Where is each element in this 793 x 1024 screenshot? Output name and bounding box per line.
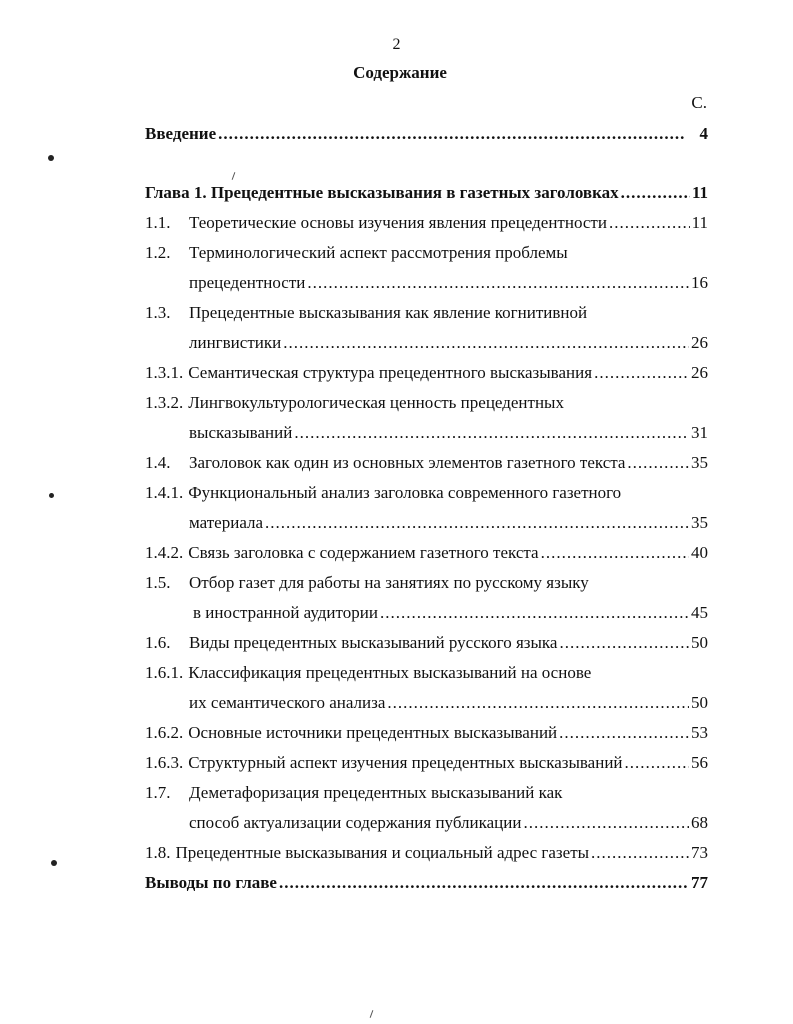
leader-dots	[380, 603, 689, 623]
toc-entry-number: 1.7.	[145, 783, 171, 802]
toc-entry-page: 68	[691, 813, 708, 832]
toc-entry-page: 31	[691, 423, 708, 442]
leader-dots	[523, 813, 689, 833]
toc-entry-number: 1.6.2.	[145, 723, 184, 742]
leader-dots	[387, 693, 689, 713]
toc-entry-1-3-1	[145, 363, 708, 383]
toc-entry-page: 26	[691, 363, 708, 382]
toc-entry-1-3-cont	[189, 333, 708, 353]
toc-entry-1-4-1-cont	[189, 513, 708, 533]
leader-dots	[609, 213, 690, 233]
toc-entry-text: высказываний	[189, 423, 293, 442]
toc-entry-1-3-2	[145, 393, 708, 413]
toc-entry-text: в иностранной аудитории	[193, 603, 378, 622]
toc-entry-page: 56	[691, 753, 708, 772]
toc-entry-text: Классификация прецедентных высказываний на основе	[188, 663, 592, 682]
toc-entry-text: Лингвокультурологическая ценность прецедентных	[188, 393, 564, 412]
leader-dots	[541, 543, 689, 563]
toc-entry-number: 1.1.	[145, 213, 171, 232]
toc-entry-1-7-cont	[189, 813, 708, 833]
toc-entry-number: 1.4.1.	[145, 483, 184, 502]
toc-entry-number: 1.2.	[145, 243, 171, 262]
toc-entry-text: Выводы по главе	[145, 873, 277, 892]
leader-dots	[625, 753, 689, 773]
toc-entry-1-7	[145, 783, 708, 803]
scan-mark	[51, 860, 57, 866]
leader-dots	[283, 333, 689, 353]
leader-dots	[621, 183, 690, 203]
toc-entry-1-6-1-cont	[189, 693, 708, 713]
toc-entry-1-6	[145, 633, 708, 653]
toc-entry-1-5-cont	[193, 603, 708, 623]
leader-dots	[294, 423, 689, 443]
scan-mark	[49, 493, 54, 498]
toc-entry-number: 1.3.	[145, 303, 171, 322]
leader-dots	[591, 843, 689, 863]
toc-entry-page: 11	[691, 213, 708, 232]
toc-entry-text: Введение	[145, 124, 217, 143]
toc-entry-page: 11	[691, 183, 708, 202]
toc-entry-text: Терминологический аспект рассмотрения проблемы	[189, 243, 568, 262]
toc-entry-page: 40	[691, 543, 708, 562]
toc-entry-number: 1.3.2.	[145, 393, 184, 412]
toc-entry-text: материала	[189, 513, 264, 532]
toc-entry-page: 53	[691, 723, 708, 742]
toc-entry-text: Основные источники прецедентных высказываний	[188, 723, 558, 742]
toc-entry-1-2-cont	[189, 273, 708, 293]
toc-title: Содержание	[353, 63, 447, 82]
toc-entry-text: Деметафоризация прецедентных высказываний как	[189, 783, 563, 802]
scan-mark	[48, 155, 54, 161]
leader-dots	[627, 453, 689, 473]
toc-entry-number: 1.3.1.	[145, 363, 184, 382]
toc-entry-text: Глава 1. Прецедентные высказывания в газетных заголовках	[145, 183, 619, 202]
toc-entry-page: 35	[691, 513, 708, 532]
toc-entry-page: 50	[691, 693, 708, 712]
toc-entry-number: 1.4.2.	[145, 543, 184, 562]
toc-entry-page: 35	[691, 453, 708, 472]
page-column-label: С.	[691, 93, 707, 112]
scan-tick	[370, 1010, 374, 1018]
toc-entry-1-6-2	[145, 723, 708, 743]
toc-entry-page: 73	[691, 843, 708, 862]
leader-dots	[559, 633, 689, 653]
toc-entry-text: Структурный аспект изучения прецедентных высказываний	[188, 753, 623, 772]
toc-entry-1-3	[145, 303, 708, 323]
toc-entry-text: Теоретические основы изучения явления прецедентности	[189, 213, 607, 232]
toc-entry-1-2	[145, 243, 708, 263]
toc-entry-introduction	[145, 124, 708, 144]
toc-entry-text: Семантическая структура прецедентного высказывания	[188, 363, 593, 382]
toc-entry-1-6-3	[145, 753, 708, 773]
toc-entry-text: прецедентности	[189, 273, 306, 292]
toc-entry-number: 1.8.	[145, 843, 171, 862]
toc-entry-page: 50	[691, 633, 708, 652]
toc-entry-chapter-1	[145, 183, 708, 203]
toc-entry-1-6-1	[145, 663, 708, 683]
toc-entry-number: 1.6.	[145, 633, 171, 652]
toc-entry-text: их семантического анализа	[189, 693, 386, 712]
toc-entry-1-5	[145, 573, 708, 593]
toc-entry-1-4-1	[145, 483, 708, 503]
toc-entry-number: 1.5.	[145, 573, 171, 592]
toc-entry-text: Отбор газет для работы на занятиях по русскому языку	[189, 573, 589, 592]
toc-entry-text: Заголовок как один из основных элементов газетного текста	[189, 453, 626, 472]
toc-entry-text: способ актуализации содержания публикации	[189, 813, 522, 832]
toc-entry-page: 16	[691, 273, 708, 292]
toc-entry-page: 26	[691, 333, 708, 352]
toc-entry-number: 1.6.1.	[145, 663, 184, 682]
toc-entry-text: Связь заголовка с содержанием газетного текста	[188, 543, 539, 562]
leader-dots	[265, 513, 689, 533]
toc-entry-number: 1.6.3.	[145, 753, 184, 772]
leader-dots	[559, 723, 689, 743]
leader-dots	[218, 124, 683, 144]
toc-entry-1-4	[145, 453, 708, 473]
toc-entry-page: 77	[691, 873, 708, 892]
scan-tick	[232, 172, 236, 180]
toc-entry-text: Виды прецедентных высказываний русского языка	[189, 633, 558, 652]
toc-entry-1-8	[145, 843, 708, 863]
leader-dots	[594, 363, 689, 383]
toc-entry-page: 4	[699, 124, 708, 143]
toc-entry-text: Функциональный анализ заголовка современного газетного	[188, 483, 622, 502]
toc-entry-1-3-2-cont	[189, 423, 708, 443]
toc-entry-number: 1.4.	[145, 453, 171, 472]
toc-entry-page: 45	[691, 603, 708, 622]
toc-entry-text: лингвистики	[189, 333, 282, 352]
leader-dots	[307, 273, 689, 293]
toc-entry-1-4-2	[145, 543, 708, 563]
toc-entry-conclusions	[145, 873, 708, 893]
page-number: 2	[392, 36, 401, 53]
leader-dots	[279, 873, 689, 893]
toc-entry-text: Прецедентные высказывания и социальный адрес газеты	[175, 843, 590, 862]
toc-entry-1-1	[145, 213, 708, 233]
toc-entry-text: Прецедентные высказывания как явление когнитивной	[189, 303, 588, 322]
